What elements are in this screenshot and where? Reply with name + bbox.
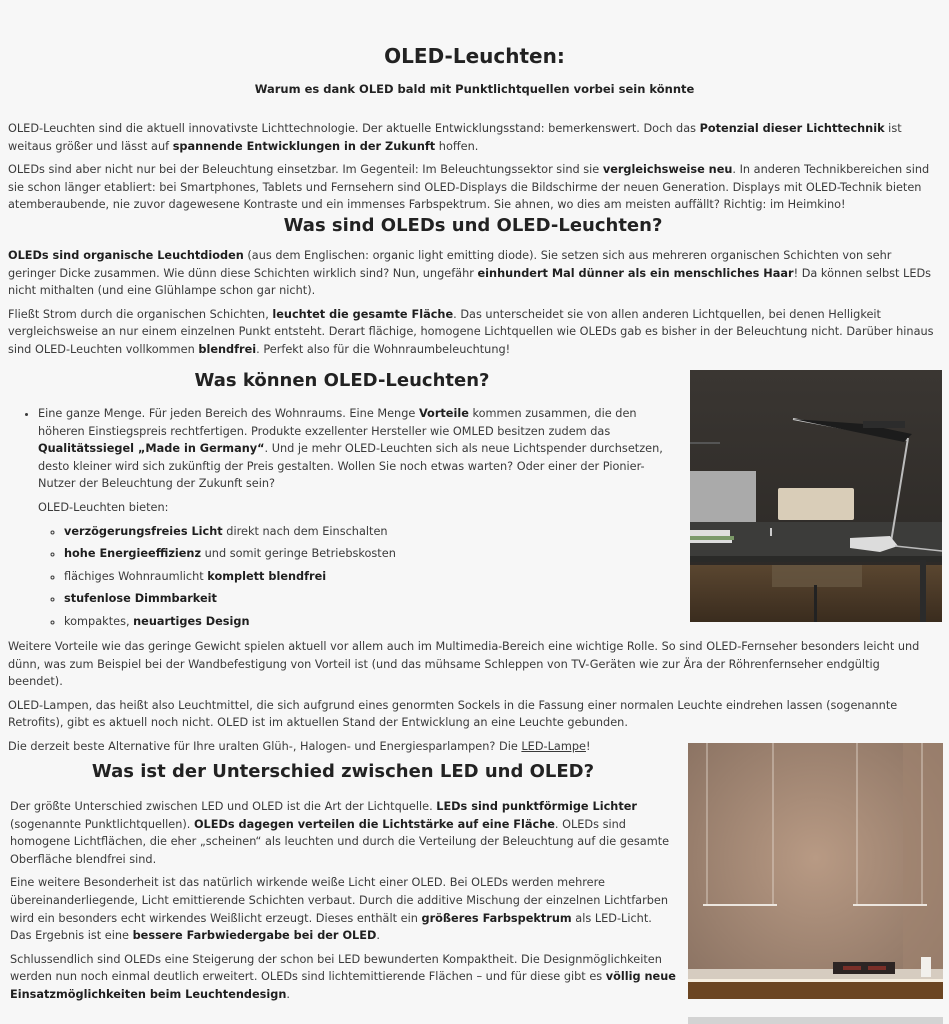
section-led-vs-oled	[10, 760, 676, 1010]
bold-text: Qualitätssiegel „Made in Germany“	[38, 442, 265, 456]
list-item: ◦ stufenlose Dimmbarkeit	[64, 590, 676, 608]
bold-text: LEDs sind punktförmige Lichter	[436, 800, 637, 813]
section-what-can-oleds	[8, 369, 676, 636]
intro-paragraph-1	[8, 120, 938, 155]
intro-section	[8, 120, 938, 220]
pendant-lamp-photo	[688, 743, 943, 999]
list-item: ◦ flächiges Wohnraumlicht komplett blendfrei	[64, 568, 676, 586]
bold-text: spannende Entwicklungen in der Zukunft	[172, 139, 436, 153]
text: .	[376, 929, 380, 943]
bold-text: vergleichsweise neu	[602, 163, 733, 177]
list-item: ◦ hohe Energieeffizienz und somit geringe Betriebskosten	[64, 545, 676, 563]
paragraph	[10, 874, 676, 944]
paragraph: Weitere Vorteile wie das geringe Gewicht spielen aktuell vor allem auch im Multimedia-Bereich eine wichtige Rolle. So sind OLED-Fernseher besonders leicht und dünn, was zum Beispiel bei der Wandbefestigung von Vorteil ist (und das mühsame Schleppen von TV-Geräten wie zur Ära der Röhrenfernseher endgültig beendet).	[8, 640, 920, 689]
next-photo-placeholder	[688, 1017, 943, 1024]
text: Fließt Strom durch die organischen Schichten,	[8, 307, 273, 321]
advantages-list	[8, 405, 676, 631]
pendant-lamp-illustration	[688, 743, 943, 999]
text: . Das unterscheidet sie von allen anderen Lichtquellen, bei denen Helligkeit vergleichsweise an nur einem einzelnen Punkt entsteht. Derart flächige, homogene Lichtquellen wie OLEDs gab es bisher in der Beleuchtung nicht. Darüber hinaus sind OLED-Leuchten vollkommen	[8, 307, 934, 356]
text: Der größte Unterschied zwischen LED und OLED ist die Art der Lichtquelle.	[10, 800, 437, 813]
text: (aus dem Englischen: organic light emitting diode). Sie setzen sich aus mehreren organischen Schichten von sehr geringer Dicke zusammen. Wie dünn diese Schichten wirklich sind? Nun, ungefähr	[8, 249, 892, 280]
list-item: ◦ kompaktes, neuartiges Design	[64, 613, 676, 631]
page-title: OLED-Leuchten:	[384, 44, 565, 68]
bold-text: größeres Farbspektrum	[421, 911, 572, 925]
paragraph	[10, 951, 676, 1004]
paragraph: OLED-Lampen, das heißt also Leuchtmittel, die sich aufgrund eines genormten Sockels in die Fassung einer normalen Leuchte eindrehen lassen (sogenannte Retrofits), gibt es aktuell noch nicht. OLED ist im aktuellen Stand der Entwicklung an eine Leuchte gebunden.	[8, 698, 898, 730]
bold-text: einhundert Mal dünner als ein menschliches Haar	[477, 266, 794, 280]
bold-text: OLEDs dagegen verteilen die Lichtstärke auf eine Fläche	[193, 817, 555, 831]
text: . OLEDs sind homogene Lichtflächen, die eher „scheinen“ als leuchten und durch die Verteilung der Beleuchtung auf die gesamte Oberfläche blendfrei sind.	[10, 817, 670, 866]
text: hoffen.	[435, 139, 479, 153]
bold-text: OLEDs sind organische Leuchtdioden	[8, 249, 244, 262]
paragraph	[8, 247, 938, 300]
bold-text: völlig neue Einsatzmöglichkeiten beim Leuchtendesign	[10, 970, 676, 1001]
text: . Perfekt also für die Wohnraumbeleuchtung!	[256, 342, 511, 356]
text: als LED-Licht. Das Ergebnis ist eine	[10, 911, 652, 943]
text: ! Da können selbst LEDs nicht mithalten (und eine Glühlampe schon gar nicht).	[8, 266, 932, 298]
section-heading: Was ist der Unterschied zwischen LED und OLED?	[91, 761, 595, 782]
led-lampe-link[interactable]: LED-Lampe	[521, 739, 586, 753]
list-item	[38, 405, 676, 631]
text: . Und je mehr OLED-Leuchten sich als neue Lichtspender durchsetzen, desto kleiner wird sich zukünftig der Preis gestalten. Wollen Sie noch etwas warten? Oder einer der Pionier-Nutzer der Beleuchtung der Zukunft sein?	[38, 442, 663, 491]
bold-text: blendfrei	[198, 342, 257, 356]
page-subtitle: Warum es dank OLED bald mit Punktlichtquellen vorbei sein könnte	[254, 82, 695, 96]
text: kommen zusammen, die den höheren Einstiegspreis rechtfertigen. Produkte exzellenter Hersteller wie OMLED besitzen zudem das	[38, 407, 637, 438]
paragraph	[8, 306, 938, 359]
text: OLEDs sind aber nicht nur bei der Beleuchtung einsetzbar. Im Gegenteil: Im Beleuchtungssektor sind sie	[8, 163, 603, 177]
text: .	[286, 987, 290, 1001]
text: (sogenannte Punktlichtquellen).	[10, 817, 194, 831]
section-heading: Was können OLED-Leuchten?	[194, 370, 490, 391]
text: ist weitaus größer und lässt auf	[8, 122, 902, 153]
bold-text: Vorteile	[418, 407, 469, 420]
bold-text: bessere Farbwiedergabe bei der OLED	[132, 929, 377, 943]
bold-text: Potenzial dieser Lichttechnik	[699, 122, 885, 135]
offers-label: OLED-Leuchten bieten:	[38, 500, 169, 514]
text: Schlussendlich sind OLEDs eine Steigerung der schon bei LED bewunderten Kompaktheit. Die Designmöglichkeiten werden nun noch einmal deutlich erweitert. OLEDs sind lichtemittierende Flächen – und für diese gibt es	[10, 952, 662, 984]
desk-lamp-photo	[690, 370, 942, 622]
text: Die derzeit beste Alternative für Ihre uralten Glüh-, Halogen- und Energiesparlampen? Die	[8, 739, 522, 753]
text: !	[585, 739, 591, 753]
section-what-are-oleds	[8, 214, 938, 365]
desk-lamp-illustration	[690, 370, 942, 622]
paragraph	[10, 798, 676, 868]
bold-text: leuchtet die gesamte Fläche	[272, 307, 454, 321]
section-heading: Was sind OLEDs und OLED-Leuchten?	[283, 215, 663, 236]
text: OLED-Leuchten sind die aktuell innovativste Lichttechnologie. Der aktuelle Entwicklungsstand: bemerkenswert. Doch das	[8, 122, 700, 135]
list-item: ◦ verzögerungsfreies Licht direkt nach dem Einschalten	[64, 523, 676, 541]
text: . In anderen Technikbereichen sind sie schon länger etabliert: bei Smartphones, Tablets und Fernsehern sind OLED-Displays die Bildschirme der neuen Generation. Displays mit OLED-Technik bieten atemberaubende, nie zuvor dagewesene Kontraste und ein immenses Farbspektrum. Sie ahnen, wo dies am meisten auffällt? Richtig: im Heimkino!	[8, 163, 930, 212]
intro-paragraph-2	[8, 161, 938, 214]
text: Eine weitere Besonderheit ist das natürlich wirkende weiße Licht einer OLED. Bei OLEDs werden mehrere übereinanderliegende, Licht emittierende Schichten verbaut. Durch die additive Mischung der einzelnen Lichtfarben wird ein besonders echt wirkendes Weißlicht erzeugt. Dieses enthält ein	[10, 876, 669, 925]
text: Eine ganze Menge. Für jeden Bereich des Wohnraums. Eine Menge	[38, 407, 419, 420]
offers-list	[38, 523, 676, 631]
